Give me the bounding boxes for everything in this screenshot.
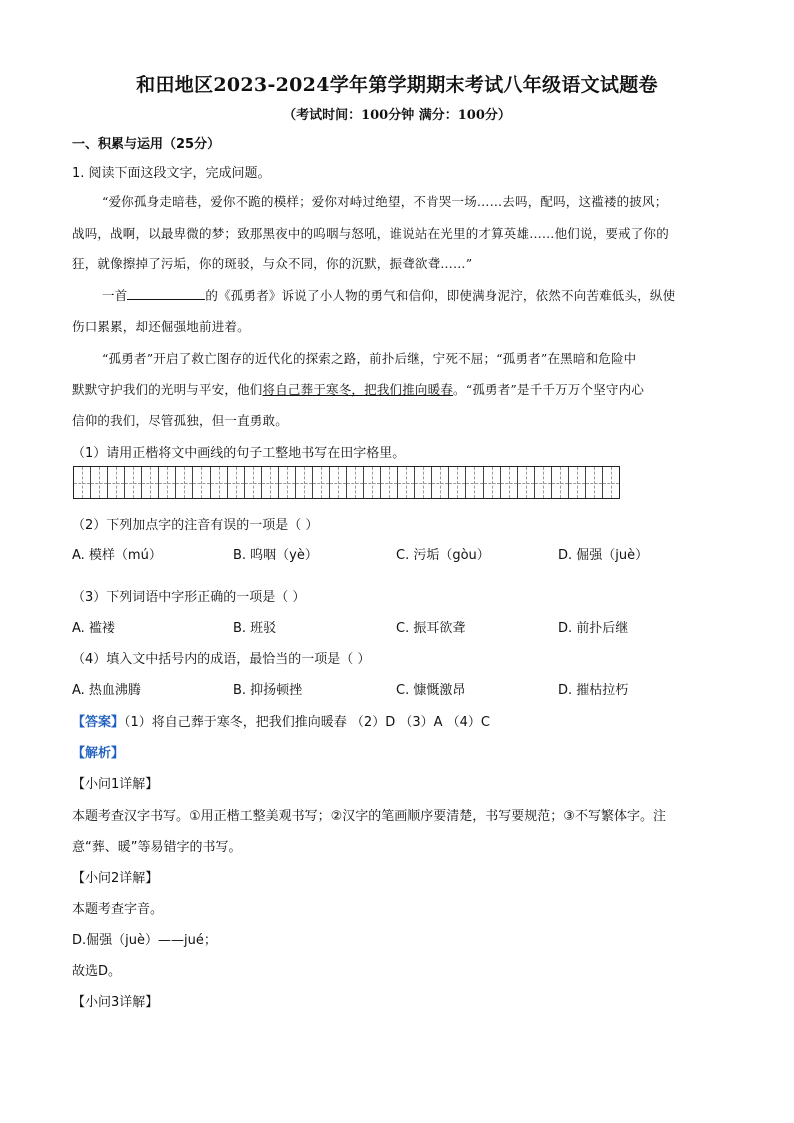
grid-cell[interactable] [398,467,415,498]
grid-cell[interactable] [159,467,176,498]
question-1-prompt: 1. 阅读下面这段文字，完成问题。 [72,166,271,181]
grid-cell[interactable] [484,467,501,498]
analysis-tag: 【解析】 [72,746,125,761]
option-b[interactable]: B. 班驳 [233,621,277,636]
sub-question-1: （1）请用正楷将文中画线的句子工整地书写在田字格里。 [72,446,406,461]
grid-cell[interactable] [586,467,603,498]
option-c[interactable]: C. 污垢（gòu） [396,548,490,563]
underlined-sentence: 将自己葬于寒冬，把我们推向暖春 [262,382,454,397]
grid-cell[interactable] [108,467,125,498]
grid-cell[interactable] [466,467,483,498]
passage-line: 信仰的我们，尽管孤独，但一直勇敢。 [72,413,288,428]
option-b[interactable]: B. 抑扬顿挫 [233,683,303,698]
option-a[interactable]: A. 模样（mú） [72,548,162,563]
grid-cell[interactable] [501,467,518,498]
tianzige-grid[interactable] [73,466,620,499]
grid-cell[interactable] [535,467,552,498]
option-c[interactable]: C. 振耳欲聋 [396,621,466,636]
grid-cell[interactable] [245,467,262,498]
option-b[interactable]: B. 呜咽（yè） [233,548,318,563]
grid-cell[interactable] [176,467,193,498]
grid-cell[interactable] [262,467,279,498]
exam-info: （考试时间：100分钟 满分：100分） [283,108,511,123]
passage-line: 伤口累累，却还倔强地前进着。 [72,319,250,334]
grid-cell[interactable] [193,467,210,498]
option-a[interactable]: A. 热血沸腾 [72,683,141,698]
grid-cell[interactable] [603,467,619,498]
grid-cell[interactable] [552,467,569,498]
grid-cell[interactable] [125,467,142,498]
answer-text: （1）将自己葬于寒冬，把我们推向暖春 （2）D （3）A （4）C [124,715,490,730]
detail-text: 故选D。 [72,964,122,979]
grid-cell[interactable] [449,467,466,498]
passage-text: 一首 [102,288,128,303]
grid-cell[interactable] [211,467,228,498]
detail-heading: 【小问3详解】 [72,995,159,1010]
grid-cell[interactable] [74,467,91,498]
grid-cell[interactable] [569,467,586,498]
option-d[interactable]: D. 倔强（juè） [558,548,649,563]
grid-cell[interactable] [347,467,364,498]
grid-cell[interactable] [415,467,432,498]
option-d[interactable]: D. 摧枯拉朽 [558,683,629,698]
passage-text: 。“孤勇者”是千千万万个坚守内心 [453,382,645,397]
detail-text: 本题考查汉字书写。①用正楷工整美观书写；②汉字的笔画顺序要清楚，书写要规范；③不写繁体字。注 [72,809,666,824]
passage-text: 的《孤勇者》诉说了小人物的勇气和信仰，即使满身泥泞，依然不向苦难低头，纵使 [205,288,676,303]
grid-cell[interactable] [296,467,313,498]
passage-line [102,286,752,304]
passage-line [72,380,722,398]
answer-line [72,711,490,730]
passage-text: 默默守护我们的光明与平安，他们 [72,382,263,397]
detail-heading: 【小问1详解】 [72,777,159,792]
sub-question-3: （3）下列词语中字形正确的一项是（ ） [72,590,306,605]
grid-cell[interactable] [142,467,159,498]
grid-cell[interactable] [313,467,330,498]
option-c[interactable]: C. 慷慨激昂 [396,683,466,698]
grid-cell[interactable] [228,467,245,498]
option-d[interactable]: D. 前扑后继 [558,621,629,636]
grid-cell[interactable] [381,467,398,498]
detail-heading: 【小问2详解】 [72,871,159,886]
passage-line: 战吗，战啊，以最卑微的梦；致那黑夜中的呜咽与怒吼，谁说站在光里的才算英雄……他们说，要戒了你的 [72,226,669,241]
passage-line: “孤勇者”开启了救亡图存的近代化的探索之路，前扑后继，宁死不屈；“孤勇者”在黑暗和危险中 [102,351,637,366]
fill-blank[interactable] [127,287,205,300]
sub-question-2: （2）下列加点字的注音有误的一项是（ ） [72,518,319,533]
grid-cell[interactable] [330,467,347,498]
passage-line: 狂，就像擦掉了污垢，你的斑驳，与众不同，你的沉默，振聋欲聋……” [72,256,473,271]
grid-cell[interactable] [518,467,535,498]
answer-tag: 【答案】 [72,715,125,730]
grid-cell[interactable] [364,467,381,498]
sub-question-4: （4）填入文中括号内的成语，最恰当的一项是（ ） [72,652,371,667]
option-a[interactable]: A. 褴褛 [72,621,115,636]
passage-line: “爱你孤身走暗巷，爱你不跪的模样；爱你对峙过绝望，不肯哭一场……去吗，配吗，这褴褛的披风； [102,194,668,209]
detail-text: D.倔强（juè）——jué； [72,933,217,948]
grid-cell[interactable] [432,467,449,498]
grid-cell[interactable] [91,467,108,498]
detail-text: 本题考查字音。 [72,902,164,917]
detail-text: 意“葬、暖”等易错字的书写。 [72,840,242,855]
page-title: 和田地区2023-2024学年第学期期末考试八年级语文试题卷 [136,74,658,96]
section-heading: 一、积累与运用（25分） [72,137,221,152]
grid-cell[interactable] [279,467,296,498]
